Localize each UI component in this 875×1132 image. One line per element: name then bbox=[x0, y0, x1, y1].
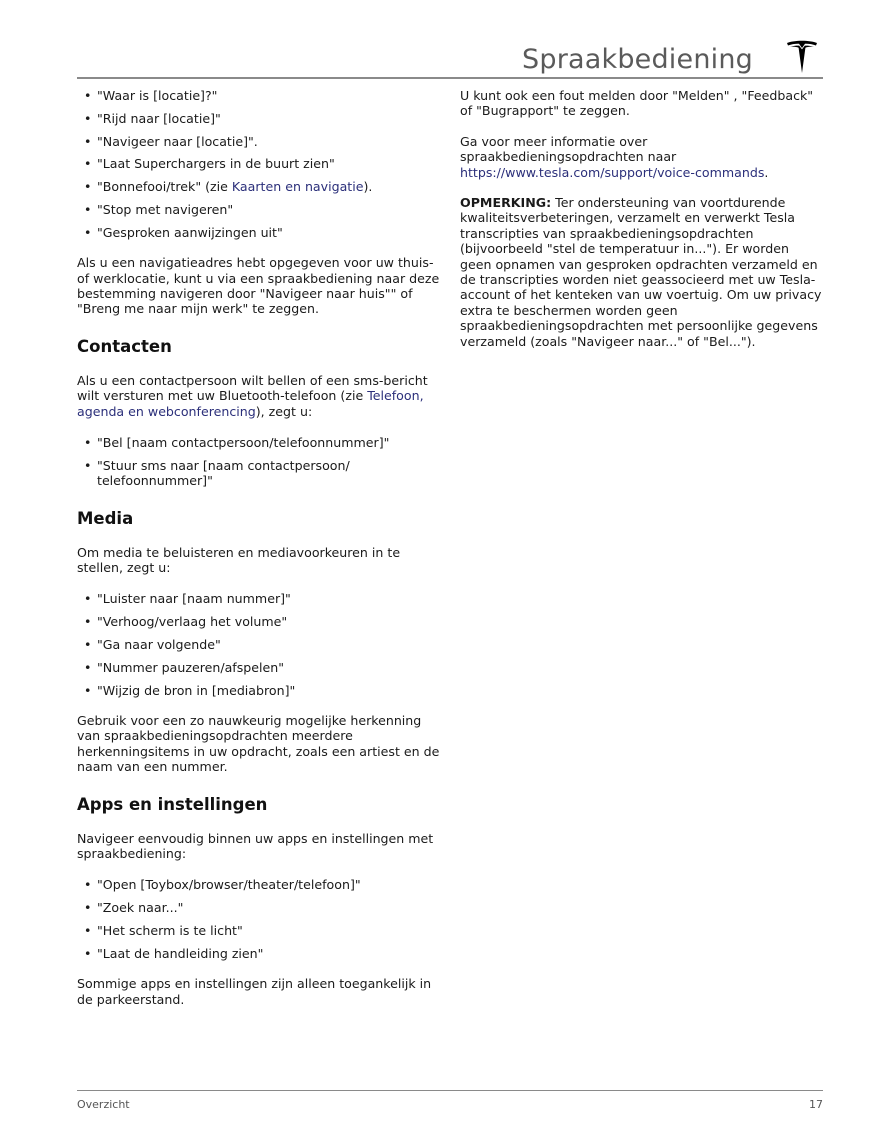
note-label: OPMERKING: bbox=[460, 195, 552, 211]
tesla-logo-icon bbox=[786, 40, 818, 74]
list-item: • "Stop met navigeren" bbox=[77, 202, 441, 217]
left-column bbox=[77, 88, 441, 1007]
paragraph-text: Als u een contactpersoon wilt bellen of een sms-bericht wilt versturen met uw Bluetooth-telefoon (zie bbox=[77, 372, 428, 404]
list-item: • "Het scherm is te licht" bbox=[77, 923, 441, 938]
apps-note: Sommige apps en instellingen zijn alleen toegankelijk in de parkeerstand. bbox=[77, 976, 432, 1007]
phone-calendar-link[interactable]: Telefoon, agenda en webconferencing bbox=[77, 388, 424, 419]
paragraph-text: ), zegt u: bbox=[255, 403, 313, 419]
media-heading: Media bbox=[77, 508, 134, 528]
media-intro: Om media te beluisteren en mediavoorkeuren in te stellen, zegt u: bbox=[77, 544, 401, 576]
list-item: • "Wijzig de bron in [mediabron]" bbox=[77, 683, 441, 698]
list-item: • "Luister naar [naam nummer]" bbox=[77, 591, 441, 606]
list-item: • "Verhoog/verlaag het volume" bbox=[77, 614, 441, 629]
page-title: Spraakbediening bbox=[522, 44, 753, 75]
report-paragraph: U kunt ook een fout melden door "Melden" , "Feedback" of "Bugrapport" te zeggen. bbox=[460, 88, 814, 119]
maps-navigation-link[interactable]: Kaarten en navigatie bbox=[231, 179, 364, 195]
list-item: • "Ga naar volgende" bbox=[77, 637, 441, 652]
contacts-command-list bbox=[77, 435, 441, 489]
list-item: • "Bel [naam contactpersoon/telefoonnummer]" bbox=[77, 435, 441, 450]
list-item: • "Waar is [locatie]?" bbox=[77, 88, 441, 103]
note-text: Ter ondersteuning van voortdurende kwaliteitsverbeteringen, verzamelt en verwerkt Tesla transcripties van spraakbedieningsopdrachten (bijvoorbeeld "stel de temperatuur in..."). Er worden geen opnamen van gesproken opdrachten verzameld en de transcripties worden niet geassocieerd met uw Tesla-account of het kenteken van uw voertuig. Om uw privacy extra te beschermen worden geen spraakbedieningsopdrachten met persoonlijke gegevens verzameld (zoals "Navigeer naar..." of "Bel..."). bbox=[460, 195, 822, 349]
page-number: 17 bbox=[809, 1098, 823, 1111]
media-command-list bbox=[77, 591, 441, 698]
apps-command-list bbox=[77, 877, 441, 961]
list-item-text: "Bonnefooi/trek" (zie bbox=[97, 179, 232, 195]
list-item bbox=[77, 179, 441, 194]
footer-divider bbox=[77, 1090, 823, 1091]
privacy-note bbox=[460, 195, 824, 349]
list-item: • "Nummer pauzeren/afspelen" bbox=[77, 660, 441, 675]
header-divider bbox=[77, 77, 823, 79]
more-info-paragraph bbox=[460, 134, 824, 180]
list-item: • "Stuur sms naar [naam contactpersoon/ telefoonnummer]" bbox=[77, 458, 441, 489]
list-item: • "Laat de handleiding zien" bbox=[77, 946, 441, 961]
apps-heading: Apps en instellingen bbox=[77, 794, 268, 814]
navigation-command-list bbox=[77, 88, 441, 240]
list-item: • "Laat Superchargers in de buurt zien" bbox=[77, 156, 441, 171]
list-item: • "Open [Toybox/browser/theater/telefoon]" bbox=[77, 877, 441, 892]
apps-intro: Navigeer eenvoudig binnen uw apps en instellingen met spraakbediening: bbox=[77, 830, 434, 862]
contacts-intro bbox=[77, 373, 441, 419]
footer-section-name: Overzicht bbox=[77, 1098, 130, 1111]
right-column bbox=[460, 88, 824, 349]
contacts-heading: Contacten bbox=[77, 336, 172, 356]
list-item: • "Rijd naar [locatie]" bbox=[77, 111, 441, 126]
list-item-text: ). bbox=[363, 179, 373, 195]
paragraph-text: . bbox=[764, 164, 769, 180]
list-item: • "Navigeer naar [locatie]". bbox=[77, 134, 441, 149]
home-work-paragraph: Als u een navigatieadres hebt opgegeven voor uw thuis- of werklocatie, kunt u via een spraakbediening naar deze bestemming navigeren door "Navigeer naar huis"" of "Breng me naar mijn werk" te zeggen. bbox=[77, 255, 440, 317]
list-item: • "Gesproken aanwijzingen uit" bbox=[77, 225, 441, 240]
list-item: • "Zoek naar..." bbox=[77, 900, 441, 915]
voice-commands-link[interactable]: https://www.tesla.com/support/voice-commands bbox=[460, 164, 765, 180]
media-tip: Gebruik voor een zo nauwkeurig mogelijke herkenning van spraakbedieningsopdrachten meerdere herkenningsitems in uw opdracht, zoals een artiest en de naam van een nummer. bbox=[77, 713, 440, 775]
paragraph-text: Ga voor meer informatie over spraakbedieningsopdrachten naar bbox=[460, 133, 677, 165]
